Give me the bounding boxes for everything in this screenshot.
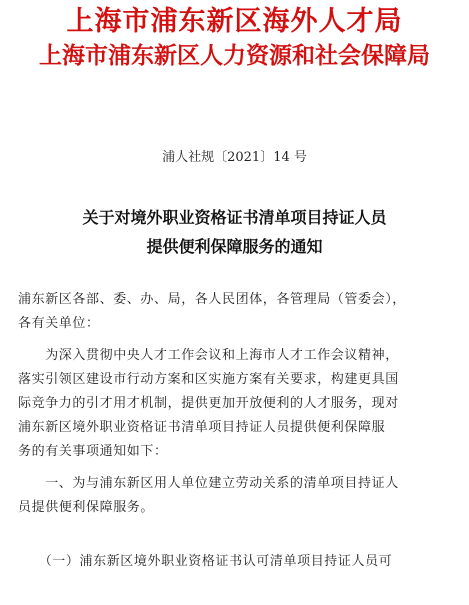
intro-line: 为深入贯彻中央人才工作会议和上海市人才工作会议精神， bbox=[18, 348, 399, 363]
addressee-line: 各有关单位： bbox=[18, 316, 100, 331]
intro-paragraph bbox=[18, 344, 451, 464]
section-1-line: 员提供便利保障服务。 bbox=[18, 500, 155, 515]
intro-line: 务的有关事项通知如下： bbox=[18, 444, 168, 459]
addressee-line: 浦东新区各部、委、办、局，各人民团体，各管理局（管委会）， bbox=[18, 292, 406, 307]
section-1-line: 一、为与浦东新区用人单位建立劳动关系的清单项目持证人 bbox=[18, 476, 399, 491]
section-1-paragraph bbox=[18, 472, 451, 520]
subsection-1-line: （一）浦东新区境外职业资格证书认可清单项目持证人员可 bbox=[18, 554, 393, 569]
issuer-line-1: 上海市浦东新区海外人才局 bbox=[66, 6, 403, 37]
addressee-paragraph bbox=[18, 288, 451, 336]
subsection-1-paragraph bbox=[18, 550, 451, 574]
intro-line: 际竞争力的引才用才机制，提供更加开放便利的人才服务，现对 bbox=[18, 396, 399, 411]
document-title-line-1: 关于对境外职业资格证书清单项目持证人员 bbox=[82, 208, 387, 227]
intro-line: 落实引领区建设市行动方案和区实施方案有关要求，构建更具国 bbox=[18, 372, 399, 387]
document-number: 浦人社规〔2021〕14 号 bbox=[162, 150, 307, 165]
intro-line: 浦东新区境外职业资格证书清单项目持证人员提供便利保障服 bbox=[18, 420, 386, 435]
document-title-line-2: 提供便利保障服务的通知 bbox=[146, 237, 323, 256]
issuer-line-2: 上海市浦东新区人力资源和社会保障局 bbox=[39, 43, 430, 69]
